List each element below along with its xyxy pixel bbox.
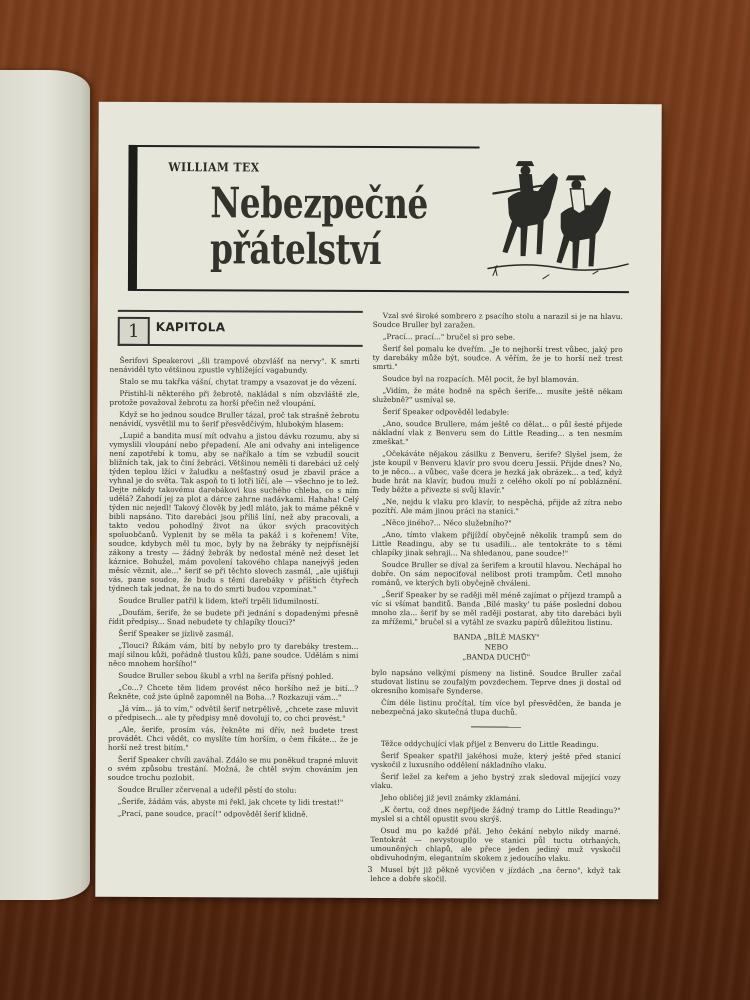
paragraph: Šerif ležel za keřem a jeho bystrý zrak sledoval míjející vozy vlaku. — [370, 772, 621, 791]
story-header — [128, 142, 624, 292]
notice-line-1: BANDA „BÍLÉ MASKY" — [453, 632, 540, 642]
paragraph: „Vidím, že máte hodně na spěch šerife... musíte ještě někam služebně?" usmíval se. — [372, 386, 623, 405]
section-separator — [471, 726, 521, 727]
paragraph: „Já vím... já to vím," odvětil šerif netrpělivě, „chcete zase mluvit o předpisech... ale ty předpisy mně dovolují to, co chci provést." — [108, 703, 359, 723]
magazine-page — [95, 102, 661, 899]
paragraph: Soudce Bruller se díval za šerifem a kroutil hlavou. Nechápal ho dobře. On sám nepociťoval nelibost proti trampům. Četl mnoho románů, ve kterých byli obyčejně chváleni. — [371, 560, 622, 588]
header-bottom-rule — [137, 289, 629, 293]
paragraph: Osud mu po každé přál. Jeho čekání nebylo nikdy marné. Tentokrát — nevystoupilo ve stanici půl tuctu otrhaných, umouněných chlapů, ale přece jeden jediný muž vyskočil obdivuhodným, elegantním skokem z jedoucího vlaku. — [370, 826, 621, 863]
paragraph: Jeho obličej již jevil známky zklamání. — [380, 793, 521, 803]
paragraph: „Co...? Chcete těm lidem provést něco horšího než je bití...? Řekněte, což jste úplně zapomněl na Boha...? Rozkazuji vám..." — [108, 682, 359, 702]
paragraph: „Ano, tímto vlakem přijíždí obyčejně několik trampů sem do Little Readingu, aby se tu usadili... ale tentokráte to s těmi chlapíky jinak sehraji... Na shledanou, pane soudce!" — [371, 530, 622, 558]
chapter-top-rule — [118, 310, 363, 313]
paragraph: bylo napsáno velkými písmeny na listině. Soudce Bruller začal studovat listinu se zoufalým povzdechem. Teprve dnes ji dostal od okresního komisaře Synderse. — [371, 667, 622, 696]
right-text-column — [370, 311, 623, 887]
paragraph: „Ale, šerife, prosím vás, řekněte mi dřív, než budete trest provádět. Chci vědět, co myslíte tím horším, o čem říkáte... že je horší než trest bitím." — [107, 724, 359, 753]
paragraph: Šerifovi Speakerovi „šli trampové obzvlášť na nervy". K smrti nenáviděl tyto většinou zpustle vyhlížející vagabundy. — [109, 355, 360, 375]
paragraph: Šerif Speaker chvíli zaváhal. Zdálo se mu poněkud trapné mluvit o svém způsobu trestání. Možná, že chtěl svým chováním jen soudce trochu pozlobit. — [107, 754, 358, 783]
paragraph: Přistihl-li některého při žebrotě, nakládal s ním obzvláště zle, protože považoval žebrotu za horší přečin než vloupání. — [109, 388, 360, 408]
paragraph: „Doufám, šerife, že se budete při jednání s dopadenými přesně řídit předpisy... Snad nebudete ty chlapíky tlouci?" — [108, 607, 359, 627]
paragraph: Těžce oddychující vlak přijel z Benveru do Little Readingu. — [380, 739, 599, 749]
chapter-heading — [110, 310, 360, 351]
title-line-1: Nebezpečné — [210, 178, 429, 229]
paragraph: Šerif Speaker odpověděl ledabyle: — [382, 407, 510, 417]
header-left-bar — [128, 145, 138, 291]
paragraph: Soudce Bruller sebou škubl a vrhl na šerifa přísný pohled. — [118, 670, 334, 681]
paragraph: „Šerife, žádám vás, abyste mi řekl, jak chcete ty lidi trestat!" — [117, 796, 344, 807]
two-cowboys-on-horses-illustration — [483, 143, 634, 289]
title-line-2: přátelství — [209, 224, 382, 275]
paragraph: Musel být již pěkně vycvičen v jízdách „na černo", když tak lehce a dobře skočil. — [370, 865, 621, 884]
paragraph: „Prací... prací..." bručel si pro sebe. — [382, 332, 516, 342]
paragraph: Stalo se mu takřka vášní, chytat trampy a vsazovat je do vězení. — [119, 376, 357, 387]
chapter-label: KAPITOLA — [155, 320, 226, 335]
paragraph: „Lupič a bandita musí mít odvahu a jistou dávku rozumu, aby si vymyslili vloupání nebo přepadení. Ale ani odvahy ani inteligence není zapotřebí k tomu, aby se naříkalo a tím se vzbudil soucit bližních tak, jak to činí žebráci. Většinou neměli ti darebáci už celý týden teplou lžíci v žaludku a nešťastný osud je zbavil práce a vyhnal je do světa. Tak aspoň to ti lotři líčí, ale — všechno je to lež. Dejte někdy takovému darebákovi kus suchého chleba, co s ním udělá? Zahodí jej za plot a dárce zahrne nadávkami. Hahaha! Celý týden nic nejedl! Takový člověk by jedl mláto, jak to máme pěkně v bibli napsáno. Tito darebáci jsou příliš líní, než aby pracovali, a takto vedou pohodlný život na úkor svých pracovitých spoluobčanů. Vyplenit by se měla ta pakáž i s kořenem! Víte, soudce, kdybych měl tu moc, byly by na žebráky ty nejpřísnější zákony a tresty — žádný žebrák by nedostal méně než deset let káznice. Bohužel, mám povolení takového chlapa nanejvýš jeden měsíc věznit, ale..." šerif se při těchto slovech zasmál, „ale ujišťuji vás, pane soudce, že budu s těmi darebáky v příštích čtyřech týdnech tak jednat, že na to do smrti budou vzpomínat." — [108, 430, 360, 594]
paragraph: „Ne, nejdu k vlaku pro klavír, to nespěchá, přijde až zítra nebo pozítří. Ale mám jinou práci na stanici." — [371, 497, 623, 516]
notice-line-2: NEBO — [484, 642, 508, 652]
chapter-number-box: 1 — [118, 317, 150, 346]
paragraph: „K čertu, což dnes nepřijede žádný tramp do Little Readingu?" myslel si a chtěl opustit svou skrýš. — [370, 805, 621, 824]
left-text-column — [108, 310, 360, 822]
author-name: WILLIAM TEX — [168, 160, 260, 175]
story-title — [210, 180, 428, 273]
paragraph: Vzal své široké sombrero z psacího stolu a narazil si je na hlavu. Soudce Bruller byl zaražen. — [372, 311, 623, 330]
chapter-bottom-rule — [118, 344, 363, 347]
paragraph: Šerif Speaker se jízlivě zasmál. — [118, 628, 234, 639]
header-top-rule — [138, 145, 480, 148]
paragraph: „Očekáváte nějakou zásilku z Benveru, šerife? Slyšel jsem, že jste koupil v Benveru klavír pro svou dceru Jessii. Přijde dnes? No, to je něco... a vůbec, vaše dcera je hezká jak obrázek... a teď, když bude hrát na klavír, budou muži z celého okolí po ní pobláznění. Tedy běžte a přivezte si svůj klavír." — [372, 449, 623, 495]
paragraph: „Něco jiného?... Něco služebního?" — [381, 518, 512, 528]
paragraph: „Ano, soudce Brullere, mám ještě co dělat... o půl šesté přijede nákladní vlak z Benveru sem do Little Reading... a ten nesmím zmeškat." — [372, 419, 623, 447]
paragraph: Soudce Bruller patřil k lidem, kteří trpěli lidumilností. — [118, 595, 320, 606]
paragraph: „Tlouci? Říkám vám, bití by nebylo pro ty darebáky trestem... mají silnou kůži, pořádně tlustou kůži, pane soudce. Udělám s nimi něco mnohem horšího!" — [108, 640, 359, 669]
paragraph: Šerif Speaker spatřil jakéhosi muže, který ještě před stanicí vyskočil z luxusního oddělení nákladního vlaku. — [370, 751, 621, 770]
paragraph: Soudce byl na rozpacích. Měl pocit, že byl blamován. — [382, 374, 580, 384]
paragraph: „Prací, pane soudce, prací!" odpověděl šerif klidně. — [117, 808, 308, 819]
paragraph: Čím déle listinu pročítal, tím více byl přesvědčen, že banda je nebezpečná jako skutečná tlupa duchů. — [371, 698, 622, 717]
paragraph: Když se ho jednou soudce Bruller tázal, proč tak strašně žebrotu nenávidí, vysvětlil mu to šerif přesvědčivým, hlubokým hlasem: — [109, 409, 360, 429]
paragraph: Šerif šel pomalu ke dveřím. „Je to nejhorší trest vůbec, jaký pro ty darebáky může být, soudce. A věřím, že je to horší než trest smrti." — [372, 344, 623, 372]
previous-page-edge — [0, 70, 90, 900]
notice-heading — [371, 632, 621, 663]
paragraph: „Šerif Speaker by se raději měl méně zajímat o příjezd trampů a víc si všímat banditů. Banda ‚Bílé masky' tu páše poslední dobou mnoho zla... šerif by se měl raději postarat, aby tito darebáci byli za mřížemi," bručel si a vytáhl ze svazku papírů důležitou listinu. — [371, 590, 622, 628]
page-number: 3 — [367, 864, 373, 874]
notice-line-3: „BANDA DUCHŮ" — [462, 652, 531, 662]
paragraph: Soudce Bruller zčervenal a udeřil pěstí do stolu: — [117, 784, 297, 795]
